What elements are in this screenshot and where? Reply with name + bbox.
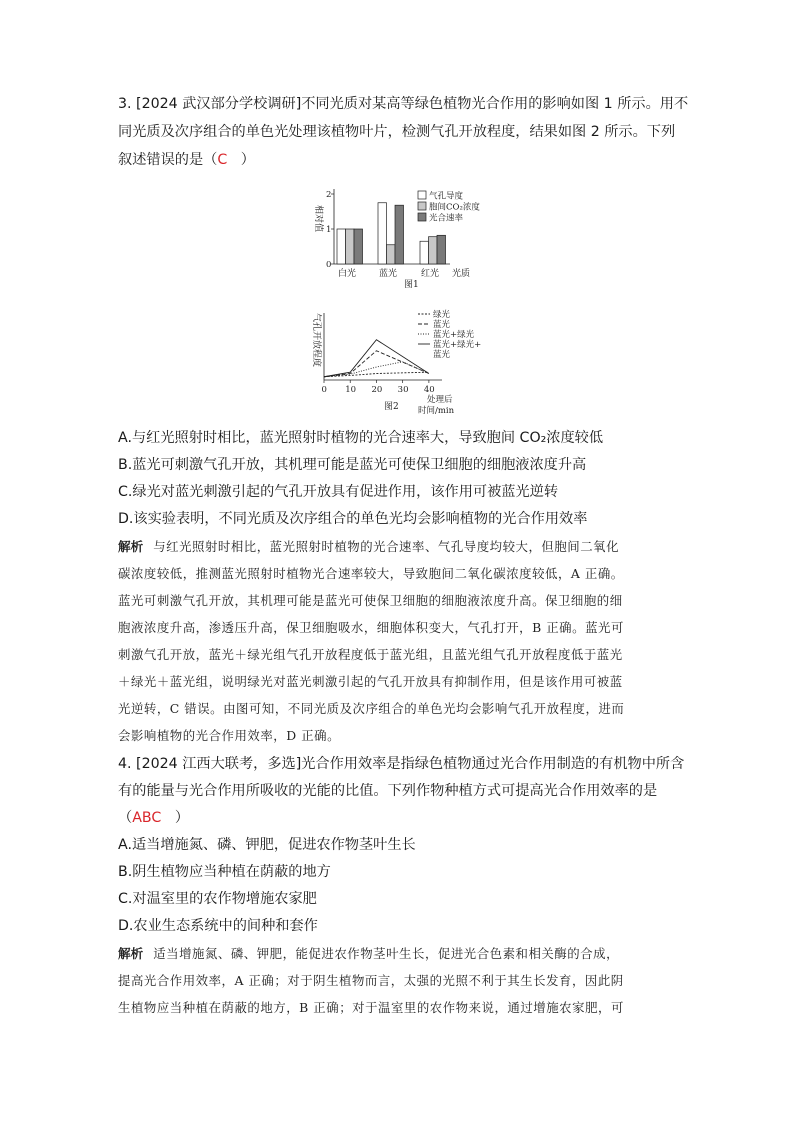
q3-answer: C: [217, 152, 228, 168]
fig1-bar: [395, 205, 404, 264]
fig1-legend-swatch: [418, 191, 426, 199]
q3-analysis-line-3: 蓝光可刺激气孔开放，其机理可能是蓝光可使保卫细胞的细胞液浓度升高。保卫细胞的细: [118, 593, 623, 608]
q4-analysis-line-1: 解析 适当增施氮、磷、钾肥，能促进农作物茎叶生长，促进光合色素和相关酶的合成，: [118, 946, 620, 961]
fig1-legend-swatch: [418, 202, 426, 210]
fig1-legend-swatch: [418, 213, 426, 221]
fig1-xlabel: 光质: [452, 269, 471, 279]
fig1-bar: [420, 241, 429, 264]
q4-option-a: A.适当增施氮、磷、钾肥，促进农作物茎叶生长: [118, 837, 416, 853]
fig1-bar: [337, 229, 346, 264]
fig2-ylabel: 气孔开放程度: [311, 313, 321, 368]
q3-analysis-line-7: 光逆转，C 错误。由图可知，不同光质及次序组合的单色光均会影响气孔开放程度，进而: [118, 701, 625, 716]
q3-analysis-line-6: ＋绿光＋蓝光组，说明绿光对蓝光刺激引起的气孔开放具有抑制作用，但是该作用可被蓝: [118, 674, 623, 689]
fig2-legend-label: 蓝光: [433, 320, 451, 330]
fig2-legend-label-cont: 蓝光: [433, 350, 451, 360]
q3-stem-line-3: [118, 150, 255, 170]
q4-option-c: C.对温室里的农作物增施农家肥: [118, 891, 317, 907]
q4-answer-line: （ABC ）: [118, 810, 190, 826]
fig2-xtick-label: 40: [423, 385, 435, 395]
fig2-legend-label: 蓝光+绿光+: [433, 340, 482, 350]
fig1-category-label: 红光: [421, 269, 440, 279]
q3-analysis-line-2: 碳浓度较低，推测蓝光照射时植物光合速率较大，导致胞间二氧化碳浓度较低，A 正确。: [118, 566, 624, 581]
q3-stem-line-1: 3. [2024 武汉部分学校调研]不同光质对某高等绿色植物光合作用的影响如图 1 所示。用不: [118, 96, 689, 112]
fig2-xtick-label: 0: [321, 385, 327, 395]
fig2-legend-label: 蓝光+绿光: [433, 330, 475, 340]
q4-answer: ABC: [132, 810, 162, 826]
fig2-caption: 图2: [384, 402, 399, 412]
fig2-xtick-label: 30: [397, 385, 409, 395]
fig1-bar: [429, 237, 438, 264]
fig2-xlabel-line-2: 时间/min: [418, 406, 455, 416]
fig1-bar: [346, 229, 355, 264]
fig1-caption: 图1: [404, 280, 419, 290]
q4-option-d: D.农业生态系统中的间种和套作: [118, 918, 318, 934]
q3-close-paren: ）: [240, 152, 255, 168]
fig1-bar: [354, 229, 363, 264]
q3-option-d: D.该实验表明，不同光质及次序组合的单色光均会影响植物的光合作用效率: [118, 511, 588, 527]
q3-analysis-label: 解析: [118, 539, 144, 554]
q4-analysis-label: 解析: [118, 946, 144, 961]
fig1-ytick-label: 0: [326, 260, 332, 270]
fig1-ytick-label: 2: [326, 190, 332, 200]
q3-stem-text: 叙述错误的是（: [118, 152, 218, 168]
fig2-xtick-label: 10: [345, 385, 357, 395]
fig1-legend-label: 光合速率: [429, 213, 464, 224]
fig1-ytick-label: 1: [326, 225, 332, 235]
fig2-xtick-label: 20: [371, 385, 383, 395]
q4-option-b: B.阴生植物应当种植在荫蔽的地方: [118, 864, 331, 880]
q4-stem-line-1: 4. [2024 江西大联考，多选]光合作用效率是指绿色植物通过光合作用制造的有机物中所含: [118, 756, 685, 772]
fig1-legend-label: 气孔导度: [429, 191, 464, 202]
fig1-bar: [387, 245, 396, 264]
figure-1-bar-chart: [300, 183, 500, 293]
q4-analysis-line-2: 提高光合作用效率，A 正确；对于阴生植物而言，太强的光照不利于其生长发育，因此阴: [118, 973, 624, 988]
q3-analysis-line-5: 刺激气孔开放，蓝光＋绿光组气孔开放程度低于蓝光组，且蓝光组气孔开放程度低于蓝光: [118, 647, 623, 662]
q3-option-a: A.与红光照射时相比，蓝光照射时植物的光合速率大，导致胞间 CO₂浓度较低: [118, 430, 604, 446]
q4-analysis-line-3: 生植物应当种植在荫蔽的地方，B 正确；对于温室里的农作物来说，通过增施农家肥，可: [118, 1000, 624, 1015]
q3-stem-line-2: 同光质及次序组合的单色光处理该植物叶片，检测气孔开放程度，结果如图 2 所示。下列: [118, 124, 676, 140]
q3-analysis-line-4: 胞液浓度升高，渗透压升高，保卫细胞吸水，细胞体积变大，气孔打开，B 正确。蓝光可: [118, 620, 624, 635]
fig1-legend-label: 胞间CO₂浓度: [429, 202, 480, 213]
fig2-series-line: [324, 340, 429, 377]
fig2-xlabel-line-1: 处理后: [427, 395, 453, 405]
fig1-category-label: 白光: [338, 269, 357, 279]
fig1-ylabel: 相对值: [313, 205, 323, 233]
q3-option-b: B.蓝光可刺激气孔开放，其机理可能是蓝光可使保卫细胞的细胞液浓度升高: [118, 457, 587, 473]
fig2-legend-label: 绿光: [433, 310, 451, 320]
q3-option-c: C.绿光对蓝光刺激引起的气孔开放具有促进作用，该作用可被蓝光逆转: [118, 484, 559, 500]
q3-analysis-line-8: 会影响植物的光合作用效率，D 正确。: [118, 728, 341, 743]
q4-stem-line-2: 有的能量与光合作用所吸收的光能的比值。下列作物种植方式可提高光合作用效率的是: [118, 783, 658, 799]
figure-2-line-chart: [300, 305, 510, 417]
fig1-category-label: 蓝光: [379, 269, 398, 279]
fig1-bar: [437, 235, 446, 264]
q3-analysis-line-1: 解析 与红光照射时相比，蓝光照射时植物的光合速率、气孔导度均较大，但胞间二氧化: [118, 539, 620, 554]
fig1-bar: [378, 203, 387, 264]
